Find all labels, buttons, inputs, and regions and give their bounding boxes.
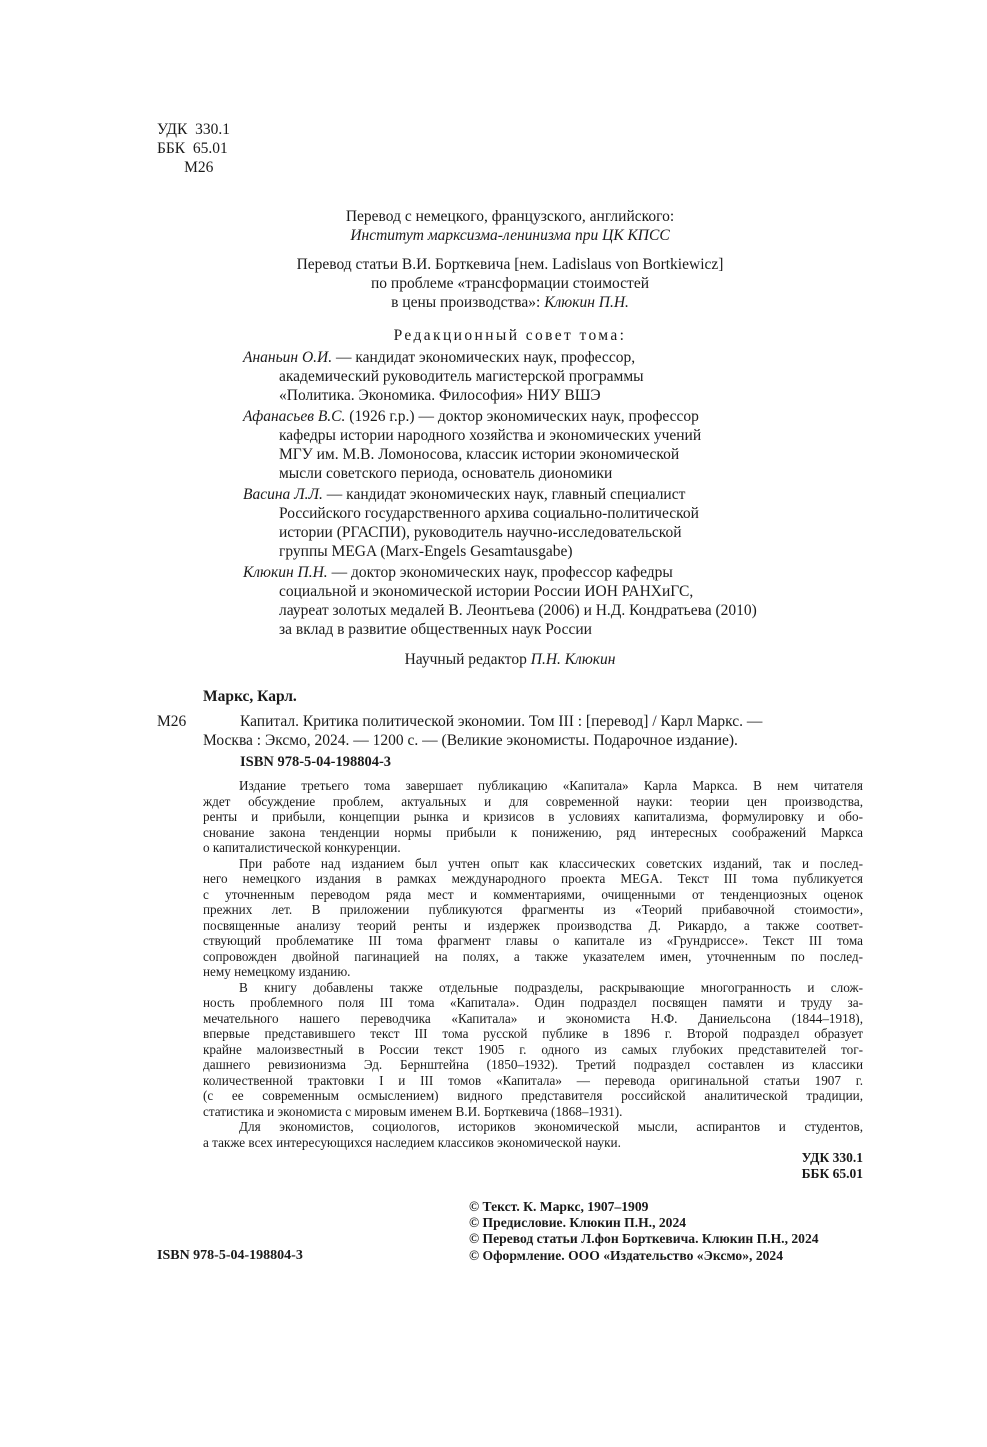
annotation-text — [203, 778, 863, 1150]
member-description-line: «Политика. Экономика. Философия» НИУ ВШЭ — [279, 387, 601, 404]
catalog-author: Маркс, Карл. — [203, 688, 297, 705]
member-description-line: академический руководитель магистерской программы — [279, 368, 644, 385]
member-description-line: за вклад в развитие общественных наук России — [279, 621, 592, 638]
editorial-board-heading: Редакционный совет тома: — [393, 327, 627, 344]
member-description: — доктор экономических наук, профессор кафедры — [327, 564, 673, 581]
annotation-line: Для экономистов, социологов, историков экономической мысли, аспирантов и студентов, — [239, 1119, 863, 1134]
article-translation-line — [150, 293, 870, 312]
member-description: (1926 г.р.) — доктор экономических наук, профессор — [345, 408, 699, 425]
annotation-line: мечательного нашего переводчика «Капитала» и экономиста Н.Ф. Даниельсона (1844–1918), — [203, 1010, 863, 1026]
member-description-line: лауреат золотых медалей В. Леонтьева (2006) и Н.Д. Кондратьева (2010) — [279, 602, 757, 619]
copyright-line: © Текст. К. Маркс, 1907–1909 — [469, 1199, 649, 1214]
annotation-line: нему немецкому изданию. — [203, 964, 351, 979]
annotation-line: В книгу добавлены также отдельные подразделы, раскрывающие многогранность и слож- — [239, 979, 863, 995]
bbk-code-bottom: ББК 65.01 — [801, 1166, 863, 1181]
member-first-line — [243, 348, 843, 367]
isbn-bottom: ISBN 978-5-04-198804-3 — [157, 1248, 303, 1263]
annotation-line: прежних лет. В приложении публикуются фрагменты из «Теорий прибавочной стоимости», — [203, 902, 863, 917]
copyright-line: © Перевод статьи Л.фон Борткевича. Клюкин П.Н., 2024 — [469, 1231, 819, 1247]
udk-code-bottom: УДК 330.1 — [801, 1150, 863, 1165]
catalog-isbn: ISBN 978-5-04-198804-3 — [240, 754, 392, 770]
udk-code: УДК 330.1 — [157, 121, 230, 138]
annotation-line: снование закона тенденции нормы прибыли к понижению, ряд интересных соображений Маркса — [203, 824, 863, 840]
translation-block — [150, 207, 870, 245]
member-first-line — [243, 407, 843, 426]
member-first-line — [243, 563, 843, 582]
article-translation-text: в цены производства»: — [391, 294, 545, 311]
member-description-line: группы MEGA (Marx-Engels Gesamtausgabe) — [279, 543, 573, 560]
scientific-editor-name: П.Н. Клюкин — [530, 651, 616, 668]
annotation-line: При работе над изданием был учтен опыт как классических советских изданий, так и послед- — [239, 855, 863, 871]
member-description-line: мысли советского периода, основатель диономики — [279, 465, 613, 482]
member-name: Васина Л.Л. — [243, 486, 323, 503]
annotation-line: количественной трактовки I и III томов «Капитала» — перевода оригинальной статьи 1907 г. — [203, 1072, 863, 1088]
annotation-line: дашнего ревизионизма Эд. Бернштейна (1850–1932). Третий подраздел составлен из классики — [203, 1057, 863, 1072]
article-translation-line: Перевод статьи В.И. Борткевича [нем. Ladislaus von Bortkiewicz] — [296, 256, 724, 273]
udk-block-bottom — [802, 1150, 863, 1182]
bbk-code: ББК 65.01 — [157, 140, 228, 157]
copyright-line: © Оформление. ООО «Издательство «Эксмо», 2024 — [469, 1247, 784, 1263]
copyright-block — [469, 1199, 819, 1264]
translator-institute: Институт марксизма-ленинизма при ЦК КПСС — [350, 227, 670, 244]
annotation-line: него немецкого издания в рамках международного проекта MEGA. Текст III тома публикуется — [203, 871, 863, 886]
annotation-line: сопровожден двойной пагинацией на полях, а также указателем имен, уточненным по послед- — [203, 948, 863, 964]
annotation-line: с уточненным переводом ряда мест и комментариями, очищенными от тенденциозных оценок — [203, 886, 863, 902]
annotation-line: ждет обсуждение проблем, актуальных и для современной науки: теории цен производства, — [203, 793, 863, 809]
scientific-editor — [150, 650, 870, 669]
editorial-board-list — [243, 348, 843, 641]
author-mark-code: М26 — [157, 159, 214, 176]
copyright-line: © Предисловие. Клюкин П.Н., 2024 — [469, 1215, 687, 1231]
annotation-line: ствующий проблематике III тома фрагмент главы о капитале из «Грундриссе». Текст III тома — [203, 933, 863, 948]
annotation-line: Издание третьего тома завершает публикацию «Капитала» Карла Маркса. В нем читателя — [239, 778, 863, 793]
catalog-line: Капитал. Критика политической экономии. Том III : [перевод] / Карл Маркс. — — [240, 713, 763, 730]
translation-line: Перевод с немецкого, французского, английского: — [345, 208, 675, 225]
member-description-line: истории (РГАСПИ), руководитель научно-исследовательской — [279, 524, 682, 541]
member-name: Афанасьев В.С. — [243, 408, 346, 425]
catalog-code: М26 — [157, 713, 187, 730]
annotation-line: ренты и прибыли, концепции рынка и кризисов в условиях капитализма, формулировку и обо- — [203, 809, 863, 824]
editorial-board-member — [243, 485, 843, 561]
member-name: Ананьин О.И. — [243, 349, 333, 366]
scientific-editor-label: Научный редактор — [404, 651, 531, 668]
editorial-board-member — [243, 563, 843, 639]
catalog-description — [203, 712, 868, 750]
member-description-line: Российского государственного архива социально-политической — [279, 505, 699, 522]
article-translation-block — [150, 255, 870, 312]
annotation-line: (с ее современным осмыслением) видного представителя российской аналитической традиции, — [203, 1088, 863, 1103]
editorial-board-member — [243, 407, 843, 483]
member-description-line: кафедры истории народного хозяйства и экономических учений — [279, 427, 702, 444]
annotation-line: а также всех интересующихся наследием классиков экономической науки. — [203, 1134, 621, 1150]
annotation-line: впервые представившего текст III тома русской публике в 1896 г. Второй подраздел образует — [203, 1026, 863, 1041]
article-translation-line: по проблеме «трансформации стоимостей — [370, 275, 650, 292]
annotation-line: посвященные анализу теорий ренты и издержек производства Д. Рикардо, а также соответ- — [203, 917, 863, 933]
member-description-line: МГУ им. М.В. Ломоносова, классик истории экономической — [279, 446, 680, 463]
member-description-line: социальной и экономической истории России ИОН РАНХиГС, — [279, 583, 694, 600]
member-name: Клюкин П.Н. — [243, 564, 328, 581]
member-description: — кандидат экономических наук, профессор, — [332, 349, 636, 366]
member-description: — кандидат экономических наук, главный специалист — [322, 486, 686, 503]
editorial-board-member — [243, 348, 843, 405]
annotation-line: крайне малоизвестный в России текст 1905 г. одного из самых глубоких представителей тог- — [203, 1041, 863, 1057]
udk-block-top — [157, 120, 230, 177]
catalog-line: Москва : Эксмо, 2024. — 1200 с. — (Великие экономисты. Подарочное издание). — [203, 732, 738, 749]
annotation-line: ность проблемного поля III тома «Капитала». Один подраздел посвящен памяти и труду за- — [203, 995, 863, 1010]
annotation-line: статистика и экономиста с мировым именем В.И. Борткевича (1868–1931). — [203, 1103, 623, 1119]
article-translator-name: Клюкин П.Н. — [544, 294, 629, 311]
member-first-line — [243, 485, 843, 504]
annotation-line: о капиталистической конкуренции. — [203, 840, 401, 855]
